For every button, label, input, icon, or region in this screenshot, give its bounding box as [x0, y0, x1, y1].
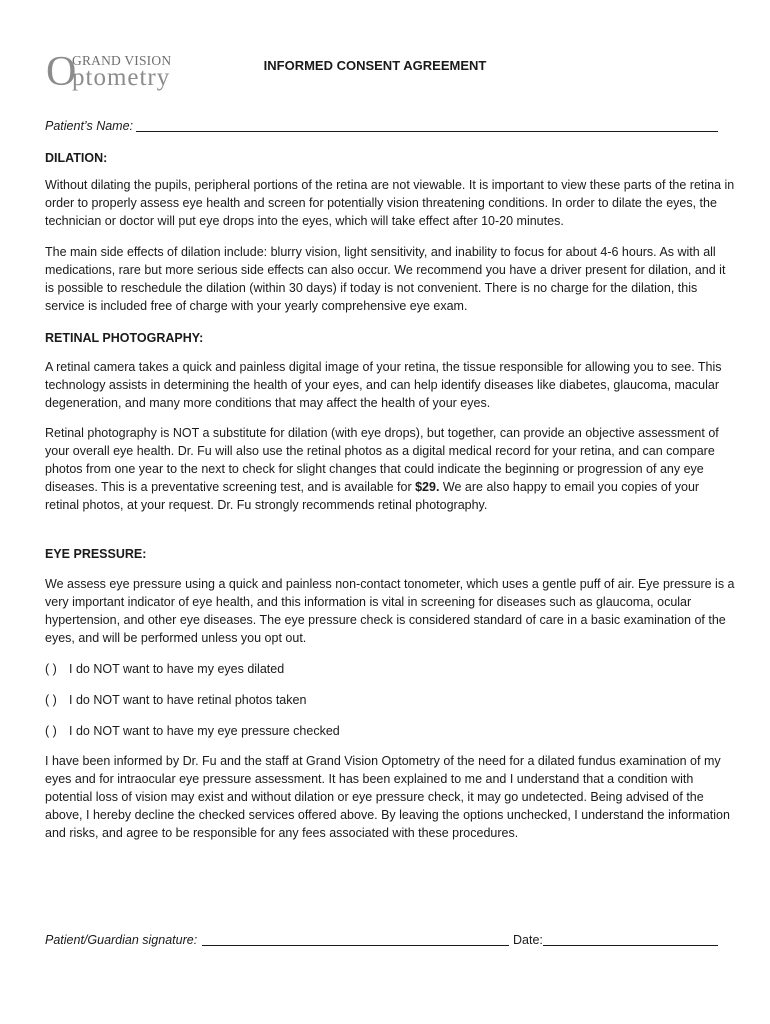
- patient-name-label: Patient’s Name:: [45, 119, 134, 133]
- eye-pressure-paragraph-text: We assess eye pressure using a quick and painless non-contact tonometer, which uses a gentle puff of air. Eye pressure is a very important indicator of eye health, and this information is vital in screening for diseases such as glaucoma, ocular hypertension, and other eye diseases. The eye pressure check is considered standard of care in a basic examination of the eyes, and will be performed unless you opt out.: [45, 577, 735, 645]
- opt-out-retinal-photos-checkbox[interactable]: ( ): [45, 693, 57, 707]
- consent-statement-text: I have been informed by Dr. Fu and the staff at Grand Vision Optometry of the need for a dilated fundus examination of my eyes and for intraocular eye pressure assessment. It has been explained to me and I understand that a condition with potential loss of vision may exist and without dilation or eye pressure check, it may go undetected. Being advised of the above, I hereby decline the checked services offered above. By leaving the options unchecked, I understand the information and risks, and agree to be responsible for any fees associated with these procedures.: [45, 754, 730, 840]
- document-title: INFORMED CONSENT AGREEMENT: [263, 58, 487, 73]
- eye-pressure-heading: EYE PRESSURE:: [45, 547, 147, 561]
- signature-label: Patient/Guardian signature:: [45, 933, 198, 947]
- dilation-paragraph-2: [45, 244, 735, 316]
- retinal-photo-price: $29.: [415, 479, 440, 494]
- opt-out-dilation-checkbox[interactable]: ( ): [45, 662, 57, 676]
- dilation-paragraph-1-text: Without dilating the pupils, peripheral portions of the retina are not viewable. It is important to view these parts of the retina in order to properly assess eye health and screen for potentially vision threatening conditions. In order to dilate the eyes, the technician or doctor will put eye drops into the eyes, which will take effect after 10-20 minutes.: [45, 178, 735, 228]
- retinal-paragraph-2: [45, 425, 735, 515]
- opt-out-dilation-label: I do NOT want to have my eyes dilated: [69, 662, 285, 676]
- opt-out-eye-pressure[interactable]: [45, 723, 340, 739]
- logo-grand-vision-text: GRAND VISION: [72, 53, 172, 68]
- eye-pressure-paragraph: [45, 576, 735, 648]
- retinal-paragraph-1: [45, 359, 735, 413]
- dilation-paragraph-2-text: The main side effects of dilation include: blurry vision, light sensitivity, and inability to focus for about 4-6 hours. As with all medications, rare but more serious side effects can also occur. We recommend you have a driver present for dilation, and it is possible to reschedule the dilation (within 30 days) if today is not convenient. There is no charge for the dilation, this service is included free of charge with your yearly comprehensive eye exam.: [45, 245, 726, 313]
- logo-optometry-text: ptometry: [72, 64, 171, 91]
- logo-letter-o: O: [46, 49, 77, 95]
- date-label: Date:: [513, 933, 543, 947]
- signature-field[interactable]: [202, 945, 509, 946]
- opt-out-retinal-photos[interactable]: [45, 692, 306, 708]
- retinal-paragraph-2-text: Retinal photography is NOT a substitute for dilation (with eye drops), but together, can provide an objective assessment of your overall eye health. Dr. Fu will also use the retinal photos as a digital medical record for your retina, and can compare photos from one year to the next to check for slight changes that could indicate the beginning or progression of any eye diseases. This is a preventative screening test, and is available for: [45, 426, 719, 494]
- retinal-paragraph-1-text: A retinal camera takes a quick and painless digital image of your retina, the tissue responsible for allowing you to see. This technology assists in determining the health of your eyes, and can help identify diseases like diabetes, glaucoma, macular degeneration, and many more conditions that may affect the health of your eyes.: [45, 360, 722, 410]
- opt-out-dilation[interactable]: [45, 661, 284, 677]
- opt-out-eye-pressure-checkbox[interactable]: ( ): [45, 724, 57, 738]
- opt-out-retinal-photos-label: I do NOT want to have retinal photos taken: [69, 693, 307, 707]
- dilation-paragraph-1: [45, 177, 735, 231]
- retinal-photography-heading: RETINAL PHOTOGRAPHY:: [45, 331, 204, 345]
- patient-name-field[interactable]: [136, 131, 718, 132]
- consent-statement: [45, 753, 735, 843]
- dilation-heading: DILATION:: [45, 151, 108, 165]
- retinal-paragraph-2-text-end: We are also happy to email you copies of your retinal photos, at your request. Dr. Fu strongly recommends retinal photography.: [45, 479, 700, 512]
- date-field[interactable]: [543, 945, 718, 946]
- opt-out-eye-pressure-label: I do NOT want to have my eye pressure checked: [69, 724, 340, 738]
